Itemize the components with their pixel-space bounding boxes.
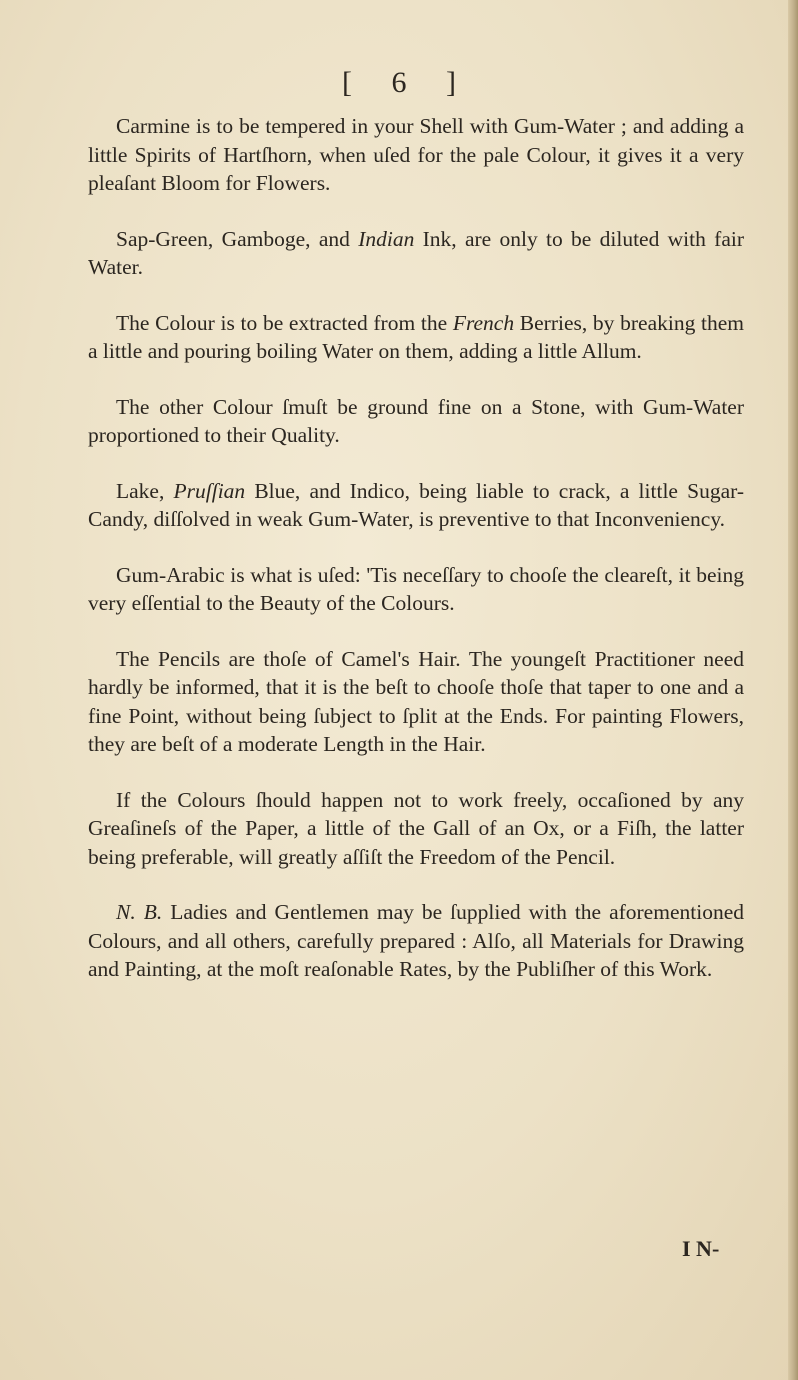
- paragraph-text: The Colour is to be extracted from the: [116, 310, 453, 335]
- paragraph-text: Gum-Arabic is what is uſed: 'Tis neceſſary to chooſe the cleareſt, it being very eſſential to the Beauty of the Colours.: [88, 562, 744, 615]
- paragraph-sap-green: [88, 225, 744, 282]
- paragraph-french-berries: [88, 309, 744, 366]
- paragraph-carmine: [88, 112, 744, 198]
- paragraph-colours-freely: [88, 786, 744, 872]
- paragraph-text: The Pencils are thoſe of Camel's Hair. The youngeſt Practitioner need hardly be informed, that it is the beſt to chooſe thoſe that taper to one and a fine Point, without being ſubject to ſplit at the Ends. For painting Flowers, they are beſt of a moderate Length in the Hair.: [88, 646, 744, 756]
- paragraph-text: Sap-Green, Gamboge, and: [116, 226, 359, 251]
- page-number: [ 6 ]: [342, 66, 472, 99]
- nota-bene-label: N. B.: [116, 900, 163, 924]
- italic-term: Pruſſian: [173, 478, 246, 503]
- paragraph-gum-arabic: [88, 561, 744, 618]
- paragraph-other-colour: [88, 393, 744, 450]
- paragraph-text: The other Colour ſmuſt be ground fine on a Stone, with Gum-Water proportioned to their Quality.: [88, 394, 744, 447]
- body-text: [88, 112, 744, 1011]
- paragraph-nota-bene: [88, 898, 744, 984]
- paragraph-pencils: [88, 645, 744, 759]
- italic-term: Indian: [358, 226, 415, 251]
- paragraph-text: Berries, by breaking them a little and pouring boiling Water on them, adding a little Allum.: [88, 310, 745, 363]
- paragraph-text: Ladies and Gentlemen may be ſupplied with the aforementioned Colours, and all others, carefully prepared : Alſo, all Materials for Drawing and Painting, at the moſt reaſonable Rates, by the Publiſher of this Work.: [88, 900, 744, 981]
- paragraph-text: Carmine is to be tempered in your Shell with Gum-Water ; and adding a little Spirits of Hartſhorn, when uſed for the pale Colour, it gives it a very pleaſant Bloom for Flowers.: [88, 114, 744, 195]
- paragraph-text: If the Colours ſhould happen not to work freely, occaſioned by any Greaſineſs of the Paper, a little of the Gall of an Ox, or a Fiſh, the latter being preferable, will greatly aſſiſt the Freedom of the Pencil.: [88, 787, 744, 869]
- paragraph-lake: [88, 477, 744, 534]
- paragraph-text: Ink, are only to be diluted with fair Water.: [88, 226, 744, 279]
- paragraph-text: Blue, and Indico, being liable to crack, a little Sugar-Candy, diſſolved in weak Gum-Water, is preventive to that Inconveniency.: [88, 478, 745, 531]
- paragraph-text: Lake,: [116, 478, 174, 503]
- page-edge: [788, 0, 798, 1380]
- italic-term: French: [452, 310, 515, 335]
- catchword: I N-: [682, 1236, 720, 1261]
